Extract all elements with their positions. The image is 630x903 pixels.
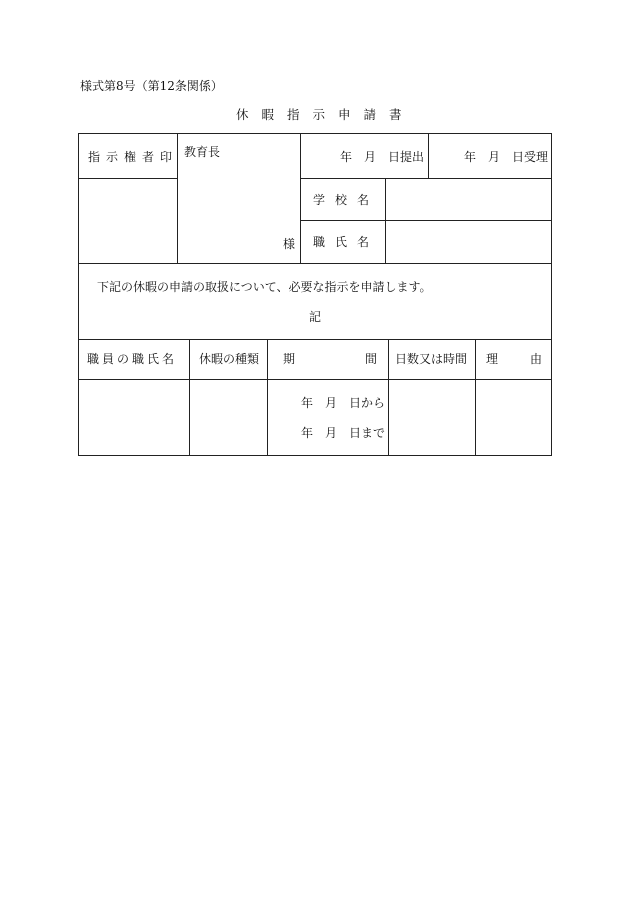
statement-text: 下記の休暇の申請の取扱について、必要な指示を申請します。	[97, 280, 432, 294]
statement-bottom-border	[78, 339, 552, 340]
table-col-divider-2	[267, 339, 268, 455]
header-period-right: 間	[365, 352, 378, 366]
table-col-divider-4	[475, 339, 476, 455]
header-period-left: 期	[283, 352, 296, 366]
table-header-bottom-border	[78, 379, 552, 380]
header-employee-name: 職員の職氏名	[87, 352, 178, 366]
submission-date-field: 年 月 日提出	[340, 150, 425, 164]
authority-seal-label: 指示権者印	[88, 150, 179, 164]
position-name-label: 職氏名	[313, 235, 380, 249]
table-col-divider-1	[189, 339, 190, 455]
header-reason-left: 理	[486, 352, 499, 366]
school-name-label: 学校名	[313, 193, 380, 207]
date-column-divider	[428, 133, 429, 178]
honorific-text: 様	[283, 237, 296, 251]
period-from-text: 年 月 日から	[301, 396, 386, 410]
applicant-column-divider	[300, 133, 301, 263]
addressee-text: 教育長	[184, 145, 221, 159]
frame-left-border	[78, 133, 79, 456]
authority-label-underline	[78, 178, 178, 179]
header-reason-right: 由	[530, 352, 543, 366]
document-title: 休暇指示申請書	[236, 107, 415, 122]
name-label-divider	[385, 178, 386, 263]
header-leave-type: 休暇の種類	[199, 352, 260, 366]
form-number-label: 様式第8号（第12条関係）	[80, 79, 223, 93]
school-row-bottom-border	[300, 220, 552, 221]
frame-right-border	[551, 133, 552, 456]
period-to-text: 年 月 日まで	[301, 426, 386, 440]
table-col-divider-3	[388, 339, 389, 455]
frame-bottom-border	[78, 455, 552, 456]
received-date-field: 年 月 日受理	[464, 150, 549, 164]
upper-section-bottom-border	[78, 263, 552, 264]
frame-top-border	[78, 133, 552, 134]
date-row-bottom-border	[300, 178, 552, 179]
header-days-hours: 日数又は時間	[395, 352, 468, 366]
ki-label: 記	[309, 310, 322, 324]
